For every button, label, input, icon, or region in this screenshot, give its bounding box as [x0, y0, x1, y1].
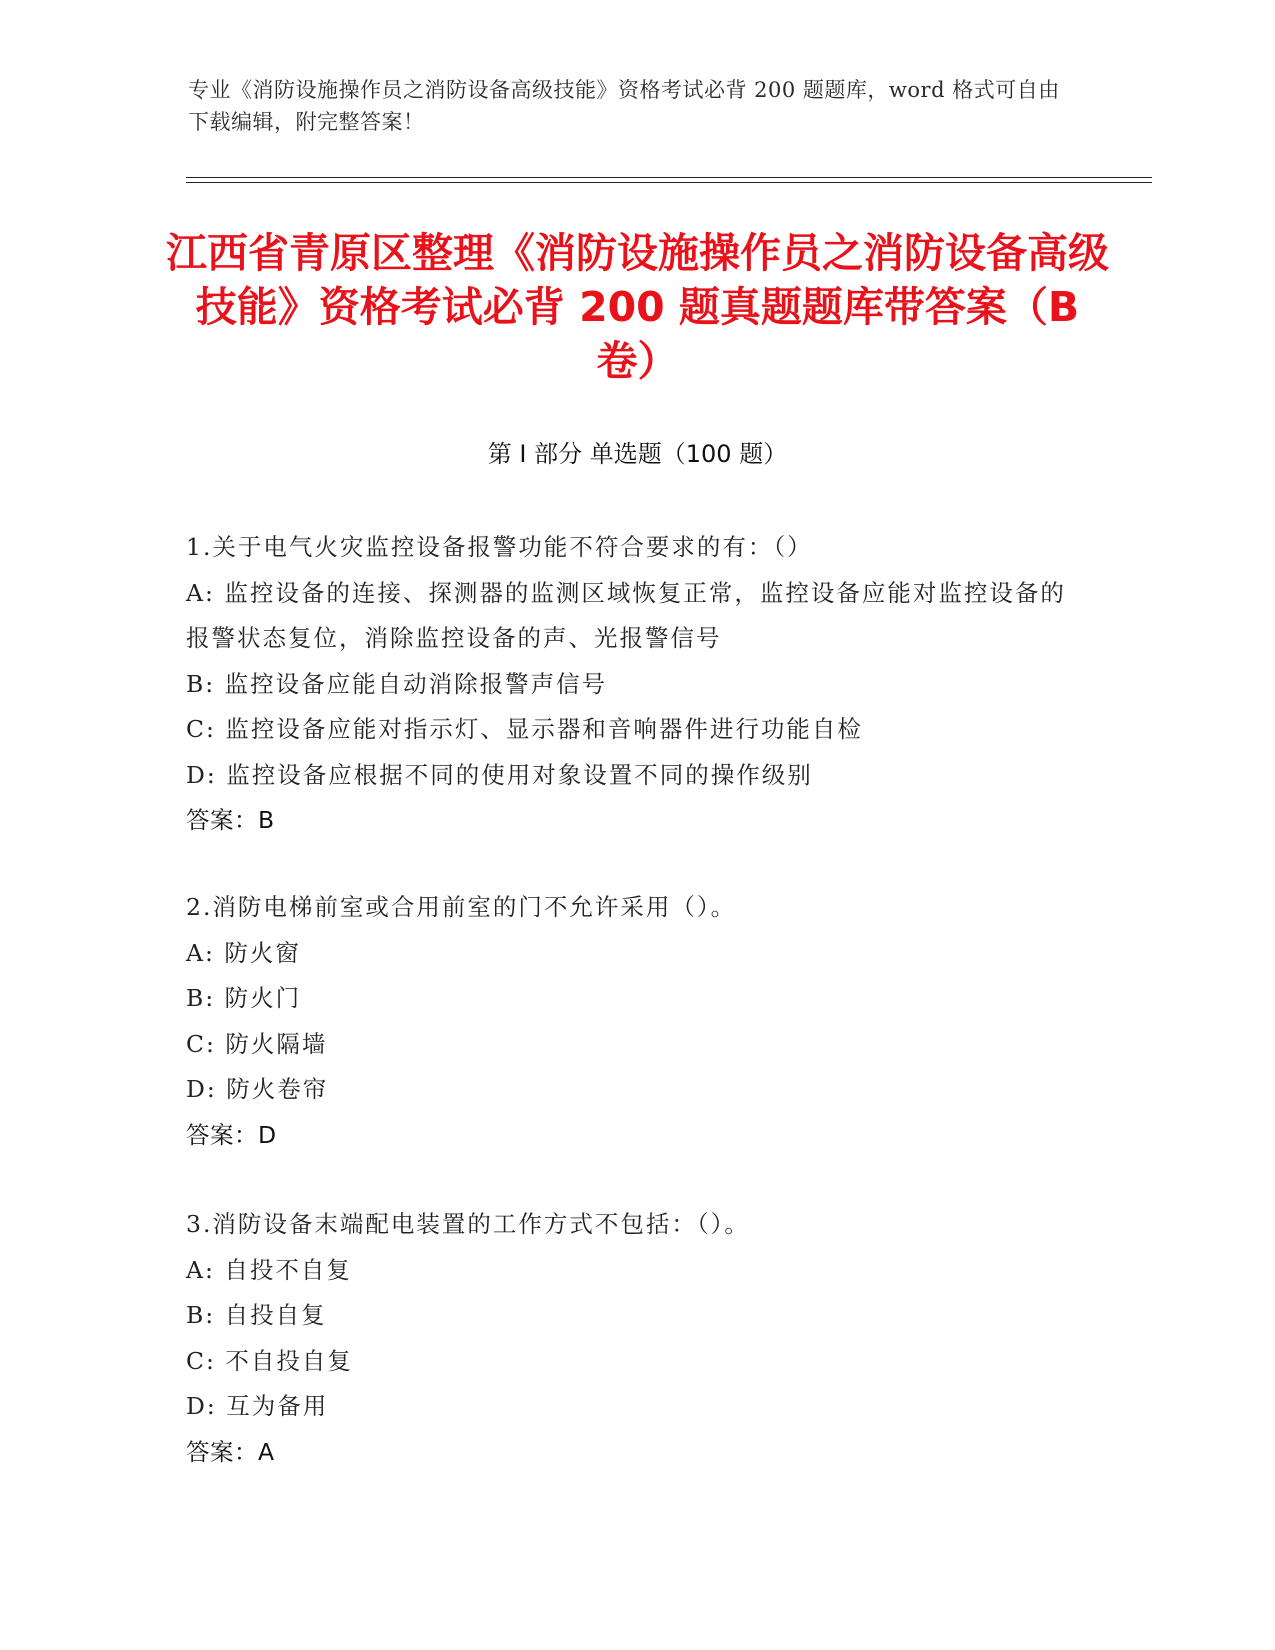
header-note: 专业《消防设施操作员之消防设备高级技能》资格考试必背 200 题题库，word 格式可自由下载编辑，附完整答案！ — [188, 78, 1060, 134]
option-d: D: 监控设备应根据不同的使用对象设置不同的操作级别 — [186, 760, 813, 789]
question-3 — [186, 1202, 1086, 1475]
option-c: C: 不自投自复 — [186, 1346, 353, 1375]
option-a: A: 自投不自复 — [186, 1255, 352, 1284]
header-rule-bottom — [186, 182, 1152, 183]
option-c: C: 监控设备应能对指示灯、显示器和音响器件进行功能自检 — [186, 715, 863, 743]
question-2 — [186, 885, 1086, 1158]
option-b: B: 监控设备应能自动消除报警声信号 — [186, 669, 608, 698]
option-c: C: 防火隔墙 — [186, 1029, 328, 1058]
option-b: B: 防火门 — [186, 984, 302, 1012]
option-d: D: 防火卷帘 — [186, 1075, 329, 1103]
header-rule-top — [186, 177, 1152, 178]
answer: 答案：B — [186, 806, 275, 834]
question-stem: 1.关于电气火灾监控设备报警功能不符合要求的有：（） — [186, 533, 813, 561]
option-d: D: 互为备用 — [186, 1392, 329, 1420]
question-stem: 2.消防电梯前室或合用前室的门不允许采用（）。 — [186, 893, 737, 921]
option-a: A: 监控设备的连接、探测器的监测区域恢复正常，监控设备应能对监控设备的报警状态复位，消除监控设备的声、光报警信号 — [186, 578, 1066, 652]
document-title: 江西省青原区整理《消防设施操作员之消防设备高级技能》资格考试必背 200 题真题题库带答案（B 卷） — [166, 229, 1109, 385]
section-heading: 第 I 部分 单选题（100 题） — [487, 440, 788, 468]
question-stem: 3.消防设备末端配电装置的工作方式不包括：（）。 — [186, 1210, 750, 1238]
answer: 答案：D — [186, 1120, 277, 1149]
question-1 — [186, 525, 1086, 844]
option-a: A: 防火窗 — [186, 938, 301, 967]
answer: 答案：A — [186, 1437, 275, 1466]
option-b: B: 自投自复 — [186, 1301, 327, 1329]
